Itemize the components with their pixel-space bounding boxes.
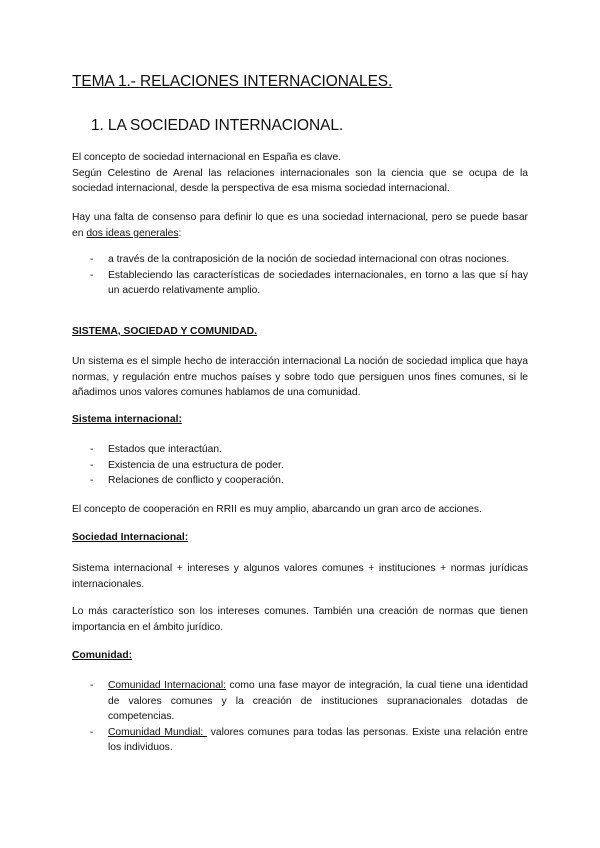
subheading-sistema-internacional: Sistema internacional:	[72, 414, 182, 425]
dash-marker: -	[90, 269, 94, 281]
list-item-text: Estableciendo las características de sociedades internacionales, en torno a las que sí hay un acuerdo relativamente amplio.	[108, 269, 528, 296]
sistema-paragraph: Un sistema es el simple hecho de interacción internacional La noción de sociedad implica que haya normas, y regulación entre muchos países y sobre todo que persiguen unos fines comunes, si le añadimos unos valores comunes hablamos de una comunidad.	[72, 356, 528, 398]
consenso-text: Hay una falta de consenso para definir lo que es una sociedad internacional, pero se puede basar en	[72, 212, 528, 239]
dash-marker: -	[90, 475, 94, 486]
list-item-text: Estados que interactúan.	[108, 444, 222, 455]
comunidad-term: Comunidad Mundial:	[108, 726, 207, 738]
dash-marker: -	[90, 459, 94, 471]
caracteristico-paragraph: Lo más característico son los intereses comunes. También una creación de normas que tienen importancia en el ámbito jurídico.	[72, 606, 528, 633]
consenso-paragraph	[72, 210, 528, 241]
subheading-comunidad: Comunidad:	[72, 650, 133, 661]
consenso-tail: :	[178, 227, 182, 239]
comunidad-list	[72, 678, 528, 756]
list-item	[72, 268, 528, 299]
subheading-sociedad-internacional: Sociedad Internacional:	[72, 532, 189, 543]
dash-marker: -	[90, 254, 94, 265]
intro-line: El concepto de sociedad internacional en España es clave.	[72, 152, 342, 163]
section-heading-sistema-sociedad-comunidad: SISTEMA, SOCIEDAD Y COMUNIDAD.	[72, 326, 257, 337]
dash-marker: -	[90, 444, 94, 455]
document-title: TEMA 1.- RELACIONES INTERNACIONALES.	[72, 73, 393, 90]
list-item	[72, 458, 528, 474]
list-item-text: Relaciones de conflicto y cooperación.	[108, 475, 284, 486]
intro-paragraph: Según Celestino de Arenal las relaciones internacionales son la ciencia que se ocupa de la sociedad internacional, desde la perspectiva de esa misma sociedad internacional.	[72, 167, 528, 194]
consenso-underlined: dos ideas generales	[86, 227, 179, 239]
cooperacion-paragraph: El concepto de cooperación en RRII es muy amplio, abarcando un gran arco de acciones.	[72, 504, 482, 515]
list-item	[72, 725, 528, 756]
sociedad-internacional-paragraph: Sistema internacional + intereses y algunos valores comunes + instituciones + normas jurídicas internacionales.	[72, 563, 528, 590]
list-item-text: Existencia de una estructura de poder.	[108, 459, 284, 471]
sistema-internacional-list	[72, 442, 528, 489]
list-item	[72, 252, 528, 268]
section-heading-sociedad-internacional: 1. LA SOCIEDAD INTERNACIONAL.	[91, 117, 344, 134]
list-item	[72, 678, 528, 725]
comunidad-term: Comunidad Internacional:	[108, 680, 226, 691]
comunidad-text: valores comunes para todas las personas. Existe una relación entre los individuos.	[108, 726, 528, 753]
list-item	[72, 473, 528, 489]
comunidad-text: como una fase mayor de integración, la cual tiene una identidad de valores comunes y la creación de instituciones supranacionales dotadas de competencias.	[108, 680, 528, 722]
list-item	[72, 442, 528, 458]
dash-marker: -	[90, 680, 94, 691]
dash-marker: -	[90, 726, 94, 738]
list-item-text: a través de la contraposición de la noción de sociedad internacional con otras nociones.	[108, 254, 510, 265]
ideas-list	[72, 252, 528, 299]
